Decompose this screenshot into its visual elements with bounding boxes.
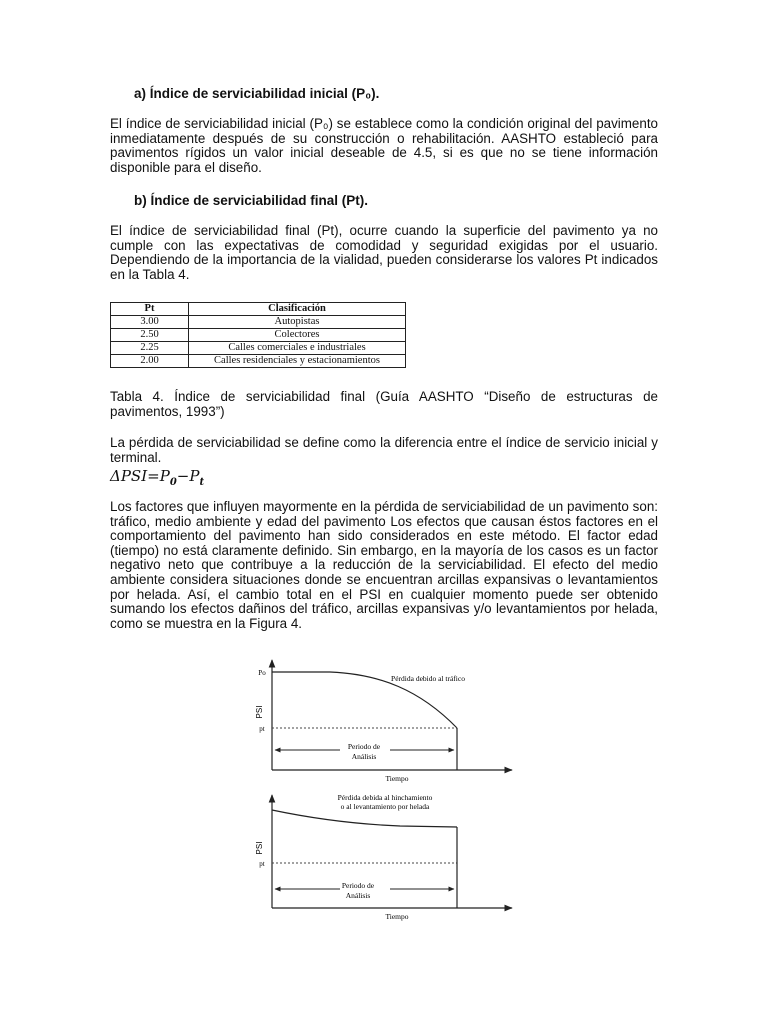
- chart-bottom: [255, 793, 512, 921]
- paragraph-factors: Los factores que influyen mayormente en la pérdida de serviciabilidad de un pavimento son: tráfico, medio ambiente y edad del pavimento Los efectos que causan éstos factores en el comportamiento del pavimento han sido considerados en este método. El factor edad (tiempo) no está claramente definido. Sin embargo, en la mayoría de los casos es un factor negativo neto que contribuye a la reducción de la serviciabilidad. El efecto del medio ambiente considera situaciones donde se encuentran arcillas expansivas o levantamientos por helada. Así, el cambio total en el PSI en cualquier momento puede ser obtenido sumando los efectos dañinos del tráfico, arcillas expansivas y/o levantamientos por helada, como se muestra en la Figura 4.: [110, 499, 658, 631]
- table-cell-pt: 2.25: [111, 342, 189, 355]
- bottom-curve-label-1: Pérdida debida al hinchamiento: [337, 793, 433, 802]
- table-row: [111, 329, 406, 342]
- table-cell-clasificacion: Autopistas: [189, 316, 406, 329]
- heading-section-b: b) Índice de serviciabilidad final (Pt).: [134, 193, 369, 208]
- top-psi-label: PSI: [255, 705, 264, 719]
- paragraph-section-a: El índice de serviciabilidad inicial (P₀) se establece como la condición original del pavimento inmediatamente después de su construcción o rehabilitación. AASHTO estableció para pavimentos rígidos un valor inicial deseable de 4.5, si es que no se tiene información disponible para el diseño.: [110, 116, 658, 175]
- formula-lhs: ΔPSI: [110, 467, 148, 485]
- formula-equals: =: [147, 467, 160, 485]
- table-header-clasificacion: Clasificación: [189, 303, 406, 316]
- top-x-axis-label: Tiempo: [385, 774, 409, 783]
- table-4-caption: Tabla 4. Índice de serviciabilidad final (Guía AASHTO “Diseño de estructuras de pavimentos, 1993”): [110, 389, 658, 419]
- formula-minus: −: [176, 467, 190, 485]
- table-row: [111, 342, 406, 355]
- bottom-pt-label: pt: [259, 860, 265, 868]
- formula-sub-t: t: [199, 477, 205, 488]
- bottom-swelling-loss-curve: [272, 810, 457, 827]
- table-cell-pt: 3.00: [111, 316, 189, 329]
- table-header-pt: Pt: [111, 303, 189, 316]
- table-row: [111, 316, 406, 329]
- top-period-label-1: Periodo de: [347, 742, 381, 751]
- table-header-row: [111, 303, 406, 316]
- bottom-psi-label: PSI: [255, 841, 264, 855]
- table-cell-clasificacion: Calles residenciales y estacionamientos: [189, 355, 406, 368]
- formula-delta-psi: [110, 467, 204, 488]
- top-traffic-loss-curve: [272, 672, 457, 728]
- bottom-period-label-1: Periodo de: [341, 881, 375, 890]
- bottom-curve-label-2: o al levantamiento por helada: [340, 802, 430, 811]
- table-cell-clasificacion: Calles comerciales e industriales: [189, 342, 406, 355]
- formula-sub-0: 0: [169, 477, 177, 488]
- paragraph-loss-definition: La pérdida de serviciabilidad se define como la diferencia entre el índice de servicio inicial y terminal.: [110, 435, 658, 465]
- table-cell-pt: 2.00: [111, 355, 189, 368]
- top-p0-label: Po: [258, 669, 266, 677]
- top-pt-label: pt: [259, 725, 265, 733]
- table-4: [110, 302, 406, 368]
- table-row: [111, 355, 406, 368]
- table-cell-clasificacion: Colectores: [189, 329, 406, 342]
- chart-top: [255, 660, 512, 783]
- paragraph-section-b: El índice de serviciabilidad final (Pt), ocurre cuando la superficie del pavimento ya no cumple con las expectativas de comodidad y seguridad exigidas por el usuario. Dependiendo de la importancia de la vialidad, pueden considerarse los valores Pt indicados en la Tabla 4.: [110, 223, 658, 282]
- formula-p0: P: [159, 467, 170, 485]
- bottom-period-label-2: Análisis: [345, 891, 371, 900]
- top-period-label-2: Análisis: [351, 752, 377, 761]
- heading-section-a: a) Índice de serviciabilidad inicial (P₀).: [134, 86, 380, 101]
- formula-pt: P: [189, 467, 200, 485]
- bottom-x-axis-label: Tiempo: [385, 912, 409, 921]
- table-cell-pt: 2.50: [111, 329, 189, 342]
- top-curve-label: Pérdida debido al tráfico: [391, 674, 465, 683]
